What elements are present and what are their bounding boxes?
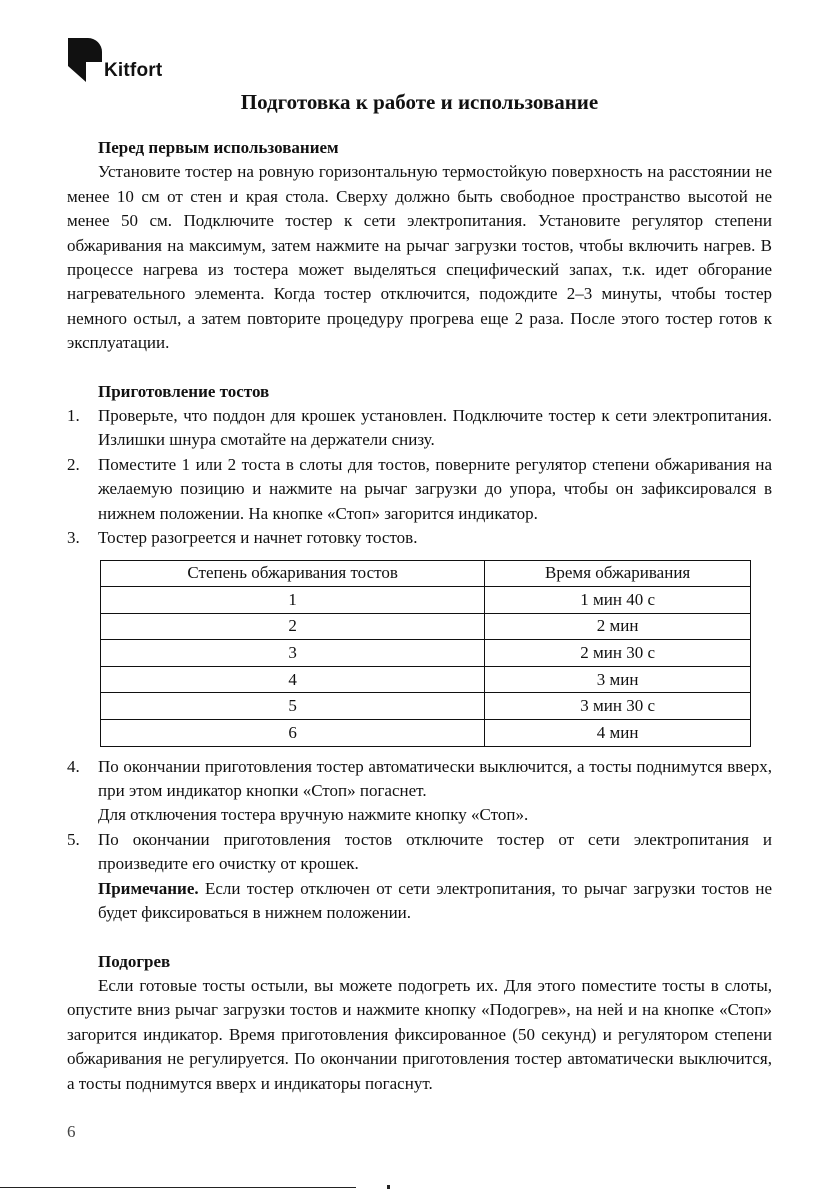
section-heading-toasting: Приготовление тостов — [98, 381, 270, 401]
brand-logo — [66, 38, 162, 82]
step-number: 5. — [67, 829, 80, 849]
toasting-time-table — [100, 560, 751, 747]
page-number: 6 — [67, 1122, 76, 1141]
step-text: По окончании приготовления тостов отключите тостер от сети электропитания и произведите его очистку от крошек. — [98, 829, 772, 874]
step-text: Тостер разогреется и начнет готовку тостов. — [98, 528, 418, 548]
step-number: 4. — [67, 756, 80, 776]
footer-rule — [0, 1187, 356, 1188]
step-extra-text: Для отключения тостера вручную нажмите кнопку «Стоп». — [98, 805, 529, 825]
table-cell: 2 мин — [485, 613, 751, 640]
table-cell: 4 мин — [485, 720, 751, 747]
reheat-paragraph: Если готовые тосты остыли, вы можете подогреть их. Для этого поместите тосты в слоты, опустите вниз рычаг загрузки тостов и нажмите кнопку «Подогрев», на ней и на кнопке «Стоп» загорится индикатор. Время приготовления фиксированное (50 секунд) и регулятором степени обжаривания не регулируется. По окончании приготовления тостер автоматически выключится, а тосты поднимутся вверх и индикаторы погаснут. — [67, 975, 772, 1093]
section-heading-reheat: Подогрев — [98, 951, 171, 971]
table-cell: 3 мин 30 с — [485, 693, 751, 720]
step-text: Проверьте, что поддон для крошек установлен. Подключите тостер к сети электропитания. Излишки шнура смотайте на держатели снизу. — [98, 406, 772, 450]
table-row — [101, 587, 751, 614]
table-row — [101, 693, 751, 720]
toasting-steps — [67, 404, 772, 550]
note-label: Примечание. — [98, 878, 199, 898]
toasting-steps-continued — [67, 755, 772, 926]
step-text: По окончании приготовления тостер автоматически выключится, а тосты поднимутся вверх, при этом индикатор кнопки «Стоп» погаснет. — [98, 756, 772, 801]
step-text: Поместите 1 или 2 тоста в слоты для тостов, поверните регулятор степени обжаривания на желаемую позицию и нажмите на рычаг загрузки до упора, чтобы он зафиксировался в нижнем положении. На кнопке «Стоп» загорится индикатор. — [98, 454, 772, 523]
table-cell: 2 мин 30 с — [485, 640, 751, 667]
column-header: Время обжаривания — [485, 560, 751, 587]
table-row — [101, 613, 751, 640]
step-number: 1. — [67, 406, 80, 426]
page-title: Подготовка к работе и использование — [240, 90, 599, 114]
step-note — [98, 877, 772, 926]
footer-tick — [387, 1185, 390, 1189]
step-item — [67, 404, 772, 453]
step-number: 3. — [67, 528, 80, 548]
table-cell: 1 мин 40 с — [485, 587, 751, 614]
brand-name: Kitfort — [104, 60, 163, 81]
page-content — [67, 136, 772, 1096]
step-item — [67, 526, 772, 550]
table-row — [101, 640, 751, 667]
step-item — [67, 453, 772, 526]
kitfort-logo-icon — [66, 38, 102, 82]
table-header-row — [101, 560, 751, 587]
table-cell: 2 — [101, 613, 485, 640]
table-cell: 3 — [101, 640, 485, 667]
step-item — [67, 828, 772, 926]
first-use-paragraph: Установите тостер на ровную горизонтальную термостойкую поверхность на расстоянии не менее 10 см от стен и края стола. Сверху должно быть свободное пространство высотой не менее 50 см. Подключите тостер к сети электропитания. Установите регулятор степени обжаривания на максимум, затем нажмите на рычаг загрузки тостов, чтобы включить нагрев. В процессе нагрева из тостера может выделяться специфический запах, т.к. идет обгорание нагревательного элемента. Когда тостер отключится, подождите 2–3 минуты, чтобы тостер немного остыл, а затем повторите процедуру прогрева еще 2 раза. После этого тостер готов к эксплуатации. — [67, 162, 772, 353]
table-cell: 5 — [101, 693, 485, 720]
table-cell: 4 — [101, 666, 485, 693]
note-text: Если тостер отключен от сети электропитания, то рычаг загрузки тостов не будет фиксироваться в нижнем положении. — [98, 878, 772, 923]
table-row — [101, 666, 751, 693]
column-header: Степень обжаривания тостов — [101, 560, 485, 587]
table-cell: 3 мин — [485, 666, 751, 693]
table-cell: 6 — [101, 720, 485, 747]
table-cell: 1 — [101, 587, 485, 614]
table-row — [101, 720, 751, 747]
step-number: 2. — [67, 454, 80, 474]
section-heading-first-use: Перед первым использованием — [98, 138, 339, 157]
step-item — [67, 755, 772, 828]
